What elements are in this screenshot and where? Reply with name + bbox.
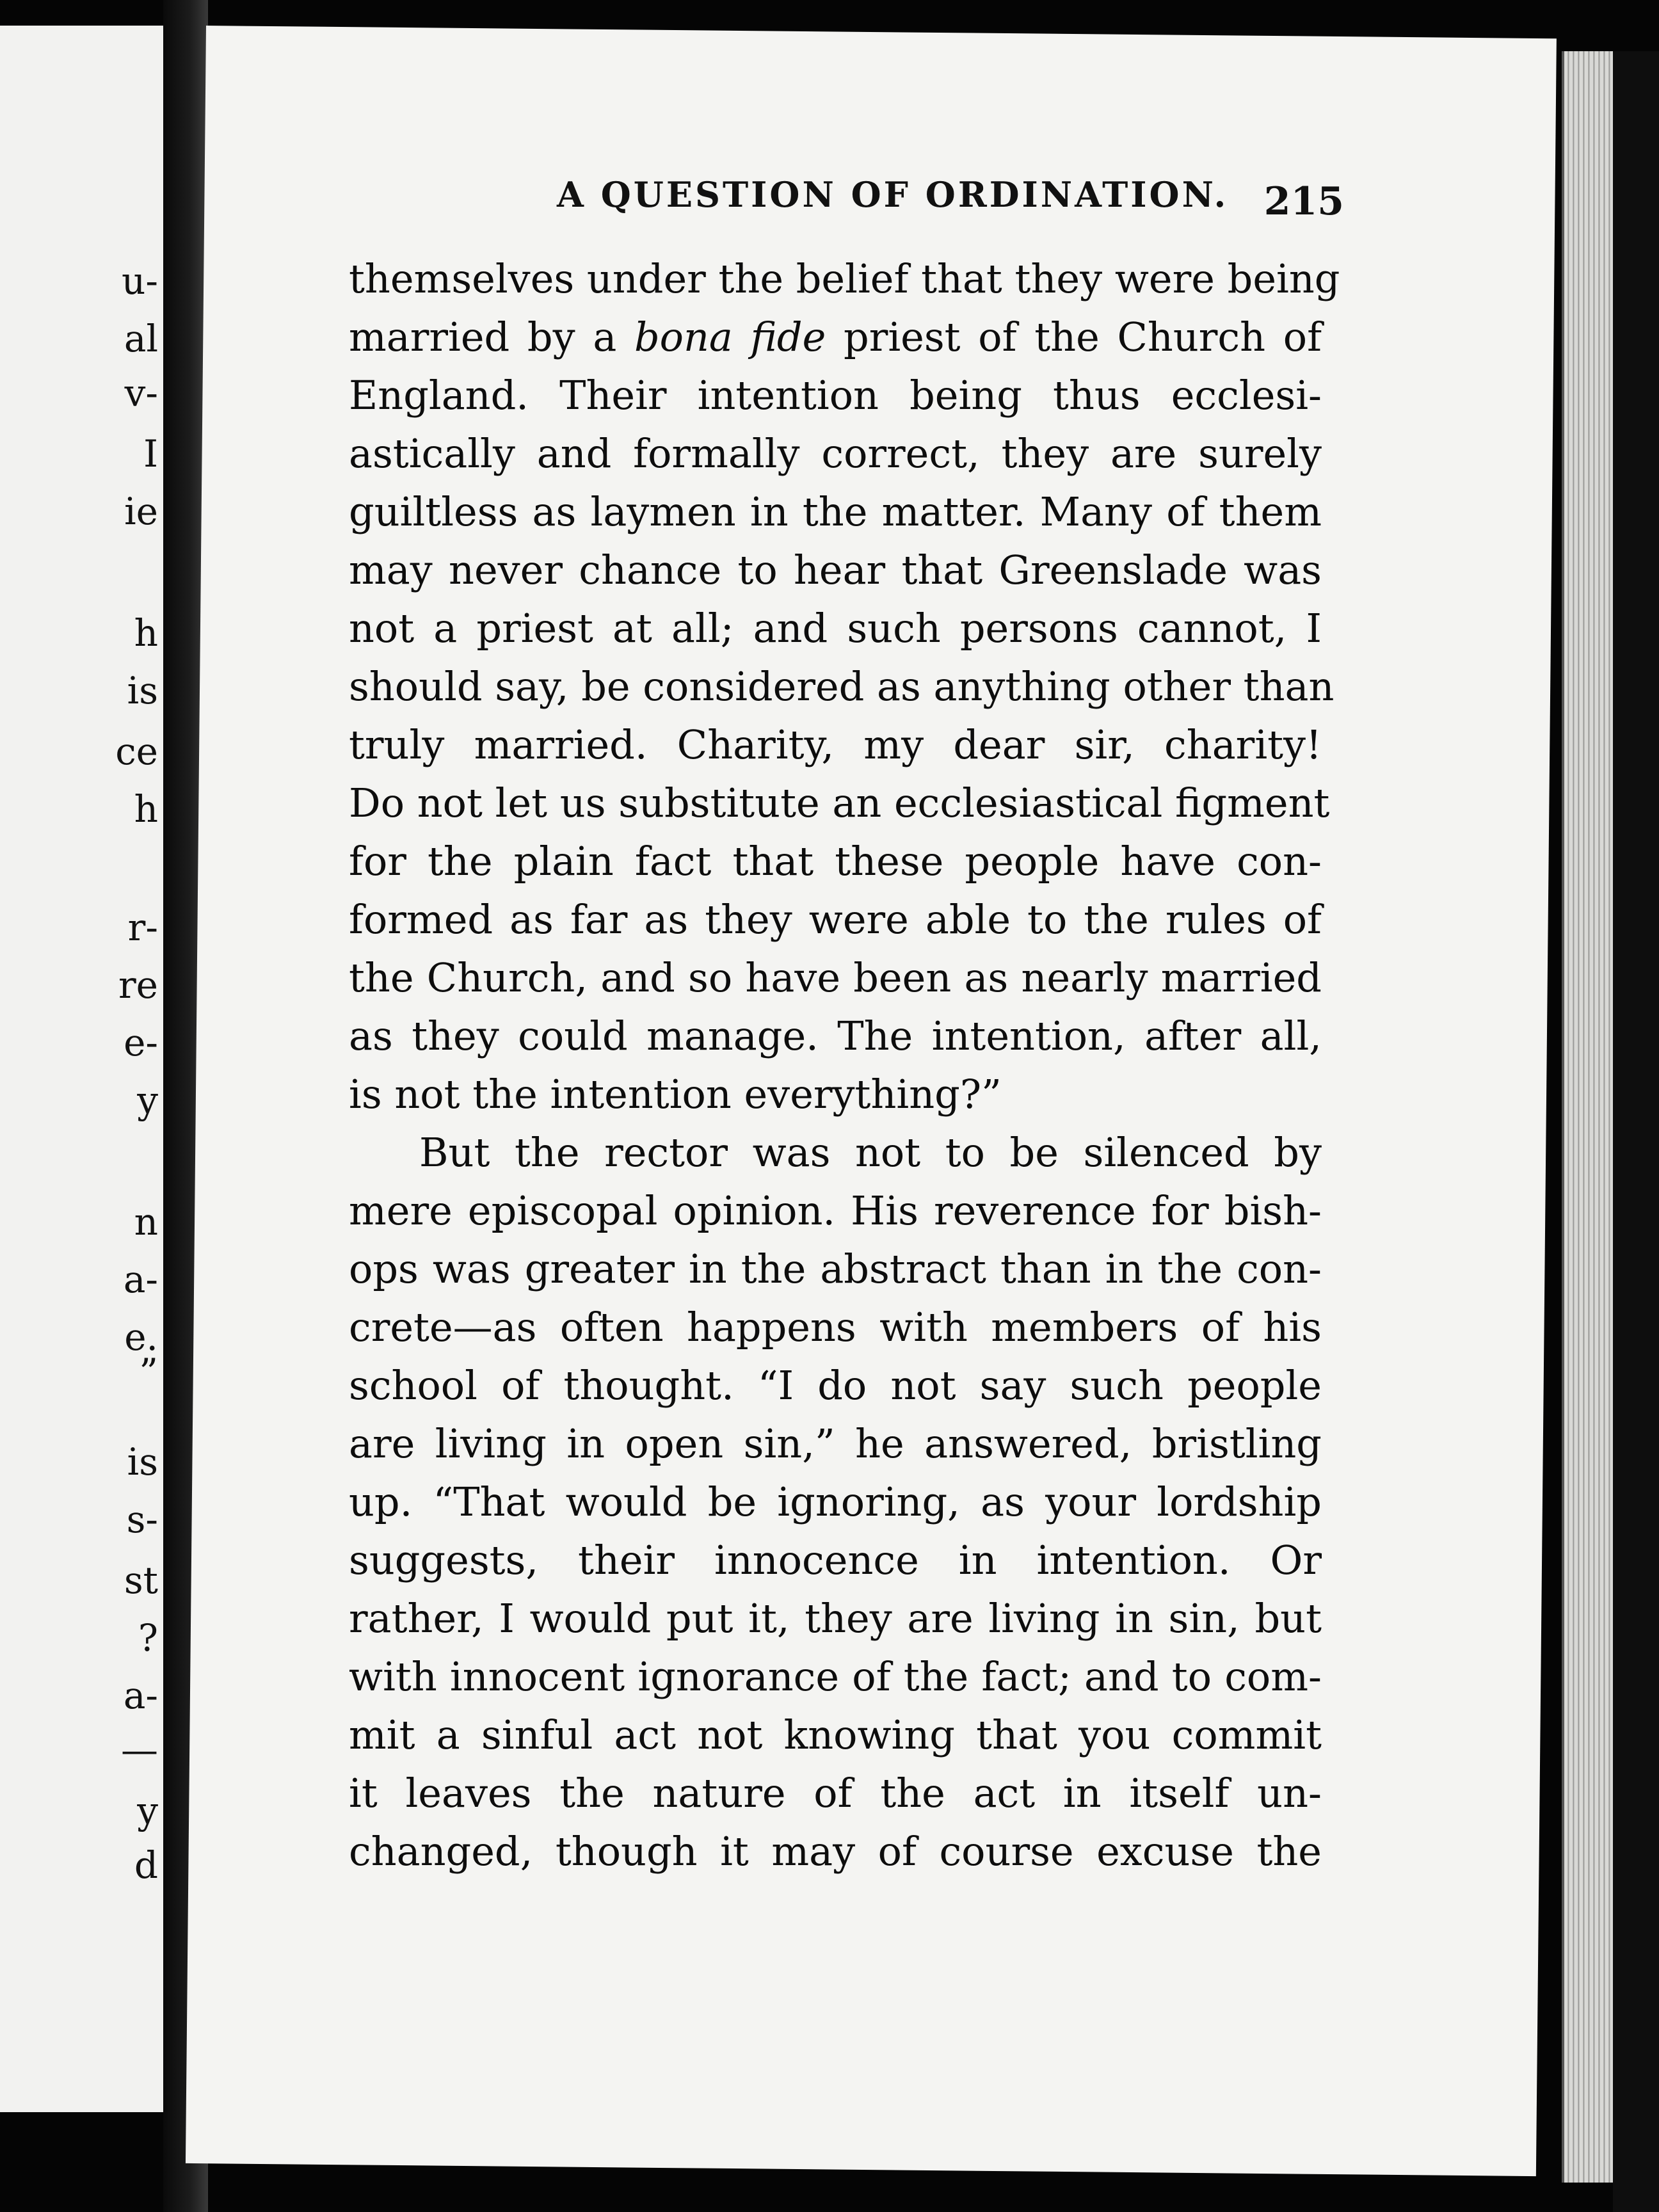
text-line: the Church, and so have been as nearly married: [349, 954, 1322, 1001]
text-line: rather, I would put it, they are living in sin, but: [349, 1595, 1322, 1642]
previous-page-fragment: u-: [122, 259, 158, 303]
text-line: as they could manage. The intention, after all,: [349, 1013, 1322, 1059]
text-line: astically and formally correct, they are surely: [349, 430, 1322, 477]
text-line: changed, though it may of course excuse the: [349, 1828, 1322, 1875]
previous-page-fragment: ce: [115, 730, 158, 773]
previous-page-fragment: h: [134, 787, 158, 831]
previous-page-fragment: d: [134, 1843, 158, 1887]
text-line: [349, 308, 1322, 366]
text-line: may never chance to hear that Greenslade was: [349, 547, 1322, 593]
previous-page-fragment: re: [118, 963, 158, 1007]
text-line-start: married by a: [349, 314, 634, 360]
text-line: formed as far as they were able to the rules of: [349, 896, 1322, 943]
previous-page-fragment: is: [127, 669, 158, 712]
previous-page-fragment: a-: [123, 1674, 158, 1717]
running-head-title: A QUESTION OF ORDINATION.: [557, 174, 1229, 215]
previous-page-text-fragments: [0, 26, 163, 2112]
text-line: with innocent ignorance of the fact; and to com-: [349, 1653, 1322, 1700]
previous-page: [0, 26, 167, 2112]
previous-page-fragment: h: [134, 611, 158, 655]
text-line: up. “That would be ignoring, as your lordship: [349, 1479, 1322, 1525]
text-line: truly married. Charity, my dear sir, charity!: [349, 721, 1322, 768]
text-line: suggests, their innocence in intention. Or: [349, 1537, 1322, 1583]
text-line: is not the intention everything?”: [349, 1071, 1002, 1118]
page-number: 215: [1263, 179, 1344, 224]
text-line: are living in open sin,” he answered, bristling: [349, 1420, 1322, 1467]
previous-page-fragment: r-: [127, 906, 158, 949]
text-line: should say, be considered as anything other than: [349, 663, 1334, 710]
text-line: it leaves the nature of the act in itself un-: [349, 1770, 1322, 1816]
italic-phrase: bona fide: [634, 314, 826, 360]
book-edge-shadow: [1613, 51, 1659, 2212]
previous-page-fragment: is: [127, 1440, 158, 1484]
running-head: [346, 160, 1344, 224]
previous-page-fragment: ?: [138, 1616, 158, 1660]
previous-page-fragment: y: [137, 1789, 158, 1832]
previous-page-fragment: a-: [123, 1258, 158, 1301]
text-line: Do not let us substitute an ecclesiastical figment: [349, 780, 1330, 826]
text-line: not a priest at all; and such persons cannot, I: [349, 605, 1322, 652]
text-line: mit a sinful act not knowing that you commit: [349, 1711, 1322, 1758]
text-line: themselves under the belief that they were being: [349, 255, 1340, 302]
previous-page-fragment: e.: [124, 1315, 158, 1359]
previous-page-fragment: —: [121, 1728, 158, 1772]
previous-page-fragment: ie: [124, 490, 158, 533]
previous-page-fragment: al: [124, 317, 158, 360]
text-line: England. Their intention being thus ecclesi-: [349, 372, 1322, 419]
text-line-end: priest of the Church of: [826, 314, 1322, 360]
text-line: guiltless as laymen in the matter. Many of them: [349, 488, 1322, 535]
previous-page-fragment: st: [124, 1559, 158, 1602]
previous-page-fragment: e-: [124, 1021, 158, 1064]
body-text: [349, 250, 1340, 1880]
previous-page-fragment: n: [134, 1200, 158, 1244]
previous-page-fragment: I: [143, 432, 158, 476]
text-line: crete—as often happens with members of his: [349, 1304, 1322, 1350]
text-line-paragraph-start: But the rector was not to be silenced by: [419, 1129, 1322, 1176]
previous-page-fragment: s-: [126, 1498, 158, 1541]
text-line: school of thought. “I do not say such people: [349, 1362, 1322, 1409]
text-line: mere episcopal opinion. His reverence for bish-: [349, 1187, 1322, 1234]
text-line: ops was greater in the abstract than in the con-: [349, 1246, 1322, 1292]
previous-page-fragment: ”: [139, 1350, 158, 1394]
previous-page-fragment: y: [137, 1078, 158, 1122]
previous-page-fragment: v-: [124, 371, 158, 415]
text-line: for the plain fact that these people have con-: [349, 838, 1322, 885]
